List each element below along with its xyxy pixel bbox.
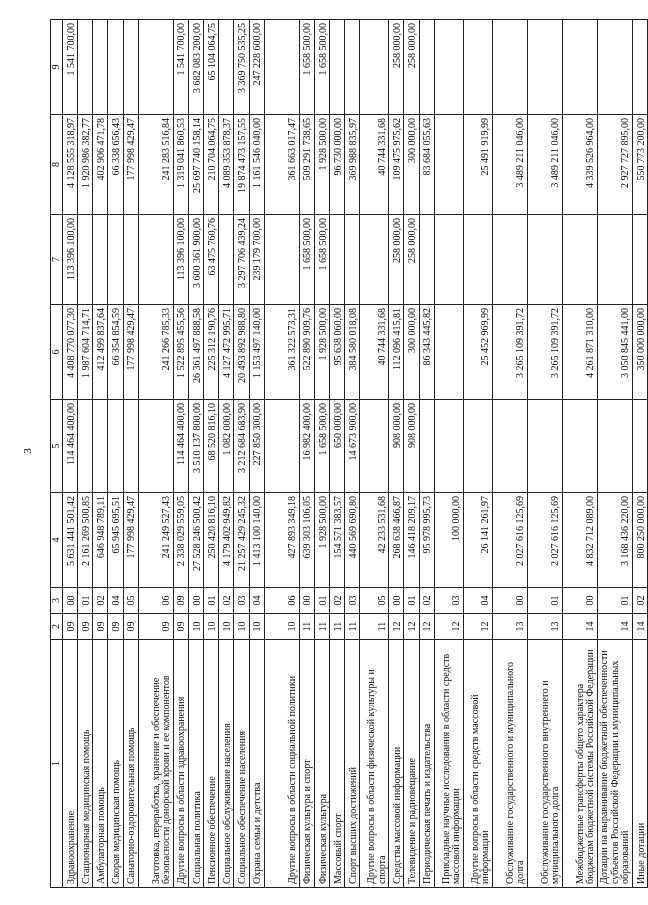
amount-col-9-cell xyxy=(78,20,93,115)
amount-col-7-cell: 1 658 500,00 xyxy=(314,215,329,305)
row-name-cell: Спорт высших достижений xyxy=(345,640,360,888)
amount-col-9-cell xyxy=(360,20,389,115)
row-name-cell: Стационарная медицинская помощь xyxy=(78,640,93,888)
amount-col-6-cell: 95 638 060,00 xyxy=(330,305,345,400)
table-row xyxy=(173,20,188,888)
amount-col-4-cell: 1 928 500,00 xyxy=(314,493,329,588)
amount-col-5-cell xyxy=(597,400,632,493)
section-code-cell: 14 xyxy=(597,614,632,640)
subsection-code-cell: 06 xyxy=(138,588,173,614)
amount-col-7-cell: 239 179 700,00 xyxy=(249,215,264,305)
amount-col-8-cell: 369 988 835,97 xyxy=(345,115,360,215)
amount-col-7-cell xyxy=(93,215,108,305)
amount-col-9-cell xyxy=(330,20,345,115)
amount-col-4-cell: 639 303 106,05 xyxy=(299,493,314,588)
amount-col-4-cell: 4 179 402 949,82 xyxy=(219,493,234,588)
amount-col-9-cell xyxy=(264,20,299,115)
amount-col-5-cell: 1 658 500,00 xyxy=(314,400,329,493)
amount-col-4-cell: 427 893 349,18 xyxy=(264,493,299,588)
row-name-cell: Здравоохранение xyxy=(63,640,78,888)
amount-col-9-cell xyxy=(93,20,108,115)
amount-col-6-cell: 300 000,00 xyxy=(404,305,419,400)
amount-col-9-cell: 258 000,00 xyxy=(389,20,404,115)
amount-col-4-cell: 21 257 429 245,32 xyxy=(234,493,249,588)
amount-col-6-cell: 225 312 190,76 xyxy=(204,305,219,400)
amount-col-7-cell: 258 000,00 xyxy=(404,215,419,305)
table-row xyxy=(360,20,389,888)
amount-col-5-cell: 3 510 137 800,00 xyxy=(188,400,203,493)
amount-col-8-cell: 66 338 656,43 xyxy=(108,115,123,215)
amount-col-6-cell: 412 499 837,64 xyxy=(93,305,108,400)
amount-col-7-cell xyxy=(527,215,562,305)
amount-col-9-cell: 3 682 083 200,00 xyxy=(188,20,203,115)
amount-col-8-cell: 300 000,00 xyxy=(404,115,419,215)
amount-col-8-cell: 177 998 429,47 xyxy=(123,115,138,215)
row-name-cell: Массовый спорт xyxy=(330,640,345,888)
amount-col-7-cell xyxy=(345,215,360,305)
subsection-code-cell: 00 xyxy=(389,588,404,614)
subsection-code-cell: 01 xyxy=(78,588,93,614)
table-row xyxy=(78,20,93,888)
amount-col-8-cell: 4 089 353 878,37 xyxy=(219,115,234,215)
amount-col-7-cell: 3 297 706 439,24 xyxy=(234,215,249,305)
amount-col-8-cell: 40 744 331,68 xyxy=(360,115,389,215)
amount-col-6-cell: 361 322 573,31 xyxy=(264,305,299,400)
amount-col-6-cell: 3 265 109 391,72 xyxy=(492,305,527,400)
page-number: 3 xyxy=(22,448,34,454)
amount-col-4-cell: 1 413 100 140,00 xyxy=(249,493,264,588)
amount-col-9-cell xyxy=(345,20,360,115)
amount-col-7-cell: 63 475 760,76 xyxy=(204,215,219,305)
table-row xyxy=(108,20,123,888)
table-row xyxy=(389,20,404,888)
amount-col-5-cell: 908 000,00 xyxy=(389,400,404,493)
subsection-code-cell: 06 xyxy=(264,588,299,614)
section-code-cell: 11 xyxy=(330,614,345,640)
amount-col-7-cell xyxy=(330,215,345,305)
amount-col-8-cell: 241 283 516,84 xyxy=(138,115,173,215)
amount-col-7-cell xyxy=(562,215,597,305)
amount-col-8-cell: 550 773 200,00 xyxy=(632,115,647,215)
amount-col-9-cell: 1 541 700,00 xyxy=(63,20,78,115)
amount-col-4-cell: 440 569 690,80 xyxy=(345,493,360,588)
subsection-code-cell: 00 xyxy=(562,588,597,614)
amount-col-6-cell: 86 343 445,82 xyxy=(419,305,434,400)
amount-col-8-cell: 1 928 500,00 xyxy=(314,115,329,215)
amount-col-5-cell: 227 850 300,00 xyxy=(249,400,264,493)
amount-col-5-cell xyxy=(527,400,562,493)
amount-col-6-cell: 40 744 331,68 xyxy=(360,305,389,400)
subsection-code-cell: 05 xyxy=(123,588,138,614)
section-code-cell: 13 xyxy=(527,614,562,640)
amount-col-9-cell: 247 228 600,00 xyxy=(249,20,264,115)
amount-col-6-cell: 3 265 109 391,72 xyxy=(527,305,562,400)
amount-col-9-cell xyxy=(597,20,632,115)
amount-col-4-cell: 27 528 246 500,42 xyxy=(188,493,203,588)
rotated-table-container xyxy=(50,20,648,888)
amount-col-4-cell: 2 161 269 500,85 xyxy=(78,493,93,588)
row-name-cell: Обслуживание государственного внутреннего и муниципального долга xyxy=(527,640,562,888)
table-row xyxy=(419,20,434,888)
amount-col-9-cell xyxy=(108,20,123,115)
section-code-cell: 14 xyxy=(632,614,647,640)
amount-col-6-cell: 1 153 497 140,00 xyxy=(249,305,264,400)
amount-col-5-cell: 16 982 400,00 xyxy=(299,400,314,493)
table-row xyxy=(562,20,597,888)
section-code-cell: 13 xyxy=(492,614,527,640)
amount-col-8-cell: 3 489 211 046,00 xyxy=(492,115,527,215)
section-code-cell: 14 xyxy=(562,614,597,640)
header-row xyxy=(51,20,63,888)
subsection-code-cell: 00 xyxy=(188,588,203,614)
header-col-7: 7 xyxy=(51,215,63,305)
amount-col-8-cell: 25 491 919,99 xyxy=(463,115,492,215)
subsection-code-cell: 01 xyxy=(597,588,632,614)
subsection-code-cell: 02 xyxy=(330,588,345,614)
amount-col-8-cell: 96 730 000,00 xyxy=(330,115,345,215)
section-code-cell: 10 xyxy=(264,614,299,640)
subsection-code-cell: 04 xyxy=(108,588,123,614)
amount-col-7-cell xyxy=(632,215,647,305)
amount-col-6-cell: 522 890 909,76 xyxy=(299,305,314,400)
table-row xyxy=(219,20,234,888)
amount-col-7-cell: 258 000,00 xyxy=(389,215,404,305)
amount-col-7-cell xyxy=(597,215,632,305)
subsection-code-cell: 02 xyxy=(419,588,434,614)
amount-col-6-cell: 20 493 892 988,80 xyxy=(234,305,249,400)
amount-col-5-cell xyxy=(93,400,108,493)
subsection-code-cell: 04 xyxy=(249,588,264,614)
amount-col-7-cell xyxy=(78,215,93,305)
amount-col-8-cell: 109 475 975,62 xyxy=(389,115,404,215)
amount-col-9-cell: 65 104 064,75 xyxy=(204,20,219,115)
amount-col-9-cell xyxy=(632,20,647,115)
amount-col-8-cell: 402 906 471,78 xyxy=(93,115,108,215)
table-row xyxy=(204,20,219,888)
amount-col-5-cell xyxy=(632,400,647,493)
table-row xyxy=(492,20,527,888)
section-code-cell: 12 xyxy=(463,614,492,640)
amount-col-6-cell: 66 354 854,59 xyxy=(108,305,123,400)
amount-col-8-cell: 19 874 473 157,55 xyxy=(234,115,249,215)
section-code-cell: 12 xyxy=(389,614,404,640)
amount-col-5-cell: 908 000,00 xyxy=(404,400,419,493)
amount-col-7-cell xyxy=(123,215,138,305)
amount-col-4-cell: 268 638 466,87 xyxy=(389,493,404,588)
row-name-cell: Физическая культура xyxy=(314,640,329,888)
amount-col-8-cell xyxy=(434,115,463,215)
section-code-cell: 10 xyxy=(219,614,234,640)
row-name-cell: Пенсионное обеспечение xyxy=(204,640,219,888)
row-name-cell: Иные дотации xyxy=(632,640,647,888)
table-row xyxy=(249,20,264,888)
amount-col-9-cell xyxy=(219,20,234,115)
amount-col-4-cell: 146 418 209,17 xyxy=(404,493,419,588)
section-code-cell: 09 xyxy=(108,614,123,640)
amount-col-7-cell: 113 396 100,00 xyxy=(173,215,188,305)
amount-col-4-cell: 3 168 436 220,00 xyxy=(597,493,632,588)
amount-col-5-cell xyxy=(108,400,123,493)
amount-col-6-cell: 241 266 785,33 xyxy=(138,305,173,400)
amount-col-5-cell xyxy=(138,400,173,493)
header-col-3: 3 xyxy=(51,588,63,614)
section-code-cell: 09 xyxy=(78,614,93,640)
amount-col-6-cell: 4 261 871 310,00 xyxy=(562,305,597,400)
amount-col-5-cell: 114 464 400,00 xyxy=(173,400,188,493)
row-name-cell: Социальное обслуживание населения xyxy=(219,640,234,888)
row-name-cell: Другие вопросы в области здравоохранения xyxy=(173,640,188,888)
section-code-cell: 12 xyxy=(434,614,463,640)
subsection-code-cell: 05 xyxy=(360,588,389,614)
budget-table xyxy=(50,19,648,888)
amount-col-8-cell: 509 291 738,65 xyxy=(299,115,314,215)
row-name-cell: Обслуживание государственного и муниципального долга xyxy=(492,640,527,888)
amount-col-6-cell: 3 050 845 441,00 xyxy=(597,305,632,400)
table-row xyxy=(597,20,632,888)
amount-col-8-cell: 4 339 526 964,00 xyxy=(562,115,597,215)
amount-col-8-cell: 4 128 555 318,97 xyxy=(63,115,78,215)
subsection-code-cell: 02 xyxy=(93,588,108,614)
amount-col-4-cell: 5 631 441 501,42 xyxy=(63,493,78,588)
amount-col-6-cell: 177 998 429,47 xyxy=(123,305,138,400)
amount-col-4-cell: 646 948 789,11 xyxy=(93,493,108,588)
amount-col-4-cell: 2 027 616 125,69 xyxy=(527,493,562,588)
amount-col-9-cell: 3 369 750 535,25 xyxy=(234,20,249,115)
subsection-code-cell: 03 xyxy=(234,588,249,614)
table-row xyxy=(264,20,299,888)
header-col-5: 5 xyxy=(51,400,63,493)
amount-col-5-cell: 1 082 000,00 xyxy=(219,400,234,493)
subsection-code-cell: 00 xyxy=(299,588,314,614)
amount-col-4-cell: 26 141 261,97 xyxy=(463,493,492,588)
subsection-code-cell: 09 xyxy=(173,588,188,614)
amount-col-4-cell: 42 233 531,68 xyxy=(360,493,389,588)
amount-col-5-cell xyxy=(123,400,138,493)
amount-col-5-cell xyxy=(463,400,492,493)
amount-col-9-cell: 258 000,00 xyxy=(404,20,419,115)
amount-col-8-cell: 361 663 017,47 xyxy=(264,115,299,215)
table-row xyxy=(188,20,203,888)
row-name-cell: Другие вопросы в области средств массовой информации xyxy=(463,640,492,888)
section-code-cell: 11 xyxy=(299,614,314,640)
amount-col-6-cell: 1 987 604 714,71 xyxy=(78,305,93,400)
amount-col-8-cell: 2 927 727 895,00 xyxy=(597,115,632,215)
amount-col-8-cell: 25 697 740 158,14 xyxy=(188,115,203,215)
amount-col-4-cell: 2 027 616 125,69 xyxy=(492,493,527,588)
subsection-code-cell: 01 xyxy=(204,588,219,614)
row-name-cell: Охрана семьи и детства xyxy=(249,640,264,888)
row-name-cell: Физическая культура и спорт xyxy=(299,640,314,888)
subsection-code-cell: 04 xyxy=(463,588,492,614)
section-code-cell: 12 xyxy=(404,614,419,640)
row-name-cell: Другие вопросы в области социальной политики xyxy=(264,640,299,888)
table-row xyxy=(138,20,173,888)
amount-col-6-cell: 26 361 497 888,58 xyxy=(188,305,203,400)
amount-col-8-cell: 1 920 986 382,77 xyxy=(78,115,93,215)
subsection-code-cell: 01 xyxy=(527,588,562,614)
amount-col-6-cell: 1 522 895 455,56 xyxy=(173,305,188,400)
table-row xyxy=(299,20,314,888)
amount-col-7-cell: 3 600 361 900,00 xyxy=(188,215,203,305)
amount-col-9-cell xyxy=(527,20,562,115)
amount-col-9-cell xyxy=(434,20,463,115)
amount-col-6-cell: 384 580 018,08 xyxy=(345,305,360,400)
row-name-cell: Заготовка, переработка, хранение и обеспечение безопасности донорской крови и ее компонентов xyxy=(138,640,173,888)
table-row xyxy=(314,20,329,888)
table-row xyxy=(234,20,249,888)
section-code-cell: 10 xyxy=(234,614,249,640)
row-name-cell: Телевидение и радиовещание xyxy=(404,640,419,888)
row-name-cell: Социальная политика xyxy=(188,640,203,888)
row-name-cell: Скорая медицинская помощь xyxy=(108,640,123,888)
amount-col-9-cell xyxy=(123,20,138,115)
header-col-8: 8 xyxy=(51,115,63,215)
amount-col-5-cell: 68 520 816,10 xyxy=(204,400,219,493)
amount-col-5-cell xyxy=(360,400,389,493)
section-code-cell: 11 xyxy=(314,614,329,640)
subsection-code-cell: 02 xyxy=(632,588,647,614)
amount-col-5-cell: 3 212 684 683,90 xyxy=(234,400,249,493)
amount-col-5-cell xyxy=(78,400,93,493)
subsection-code-cell: 03 xyxy=(345,588,360,614)
table-row xyxy=(345,20,360,888)
amount-col-9-cell: 1 658 500,00 xyxy=(299,20,314,115)
amount-col-5-cell: 114 464 400,00 xyxy=(63,400,78,493)
row-name-cell: Прикладные научные исследования в области средств массовой информации xyxy=(434,640,463,888)
amount-col-8-cell: 210 704 064,75 xyxy=(204,115,219,215)
amount-col-4-cell: 177 998 429,47 xyxy=(123,493,138,588)
amount-col-7-cell: 113 396 100,00 xyxy=(63,215,78,305)
table-row xyxy=(63,20,78,888)
amount-col-4-cell: 100 000,00 xyxy=(434,493,463,588)
row-name-cell: Межбюджетные трансферты общего характера бюджетам бюджетной системы Российской Федерации xyxy=(562,640,597,888)
subsection-code-cell: 00 xyxy=(63,588,78,614)
table-row xyxy=(404,20,419,888)
amount-col-9-cell xyxy=(138,20,173,115)
amount-col-5-cell: 650 000,00 xyxy=(330,400,345,493)
row-name-cell: Средства массовой информации xyxy=(389,640,404,888)
table-row xyxy=(463,20,492,888)
amount-col-7-cell xyxy=(419,215,434,305)
amount-col-5-cell xyxy=(434,400,463,493)
header-col-1: 1 xyxy=(51,640,63,888)
row-name-cell: Санаторно-оздоровительная помощь xyxy=(123,640,138,888)
amount-col-9-cell xyxy=(463,20,492,115)
amount-col-6-cell: 4 408 770 077,30 xyxy=(63,305,78,400)
amount-col-5-cell xyxy=(492,400,527,493)
row-name-cell: Другие вопросы в области физической культуры и спорта xyxy=(360,640,389,888)
amount-col-6-cell: 1 928 500,00 xyxy=(314,305,329,400)
header-col-2: 2 xyxy=(51,614,63,640)
table-row xyxy=(434,20,463,888)
table-row xyxy=(330,20,345,888)
amount-col-5-cell xyxy=(419,400,434,493)
section-code-cell: 09 xyxy=(138,614,173,640)
subsection-code-cell: 01 xyxy=(314,588,329,614)
amount-col-5-cell xyxy=(562,400,597,493)
subsection-code-cell: 03 xyxy=(434,588,463,614)
amount-col-6-cell xyxy=(434,305,463,400)
amount-col-7-cell xyxy=(138,215,173,305)
section-code-cell: 09 xyxy=(123,614,138,640)
amount-col-4-cell: 65 945 695,51 xyxy=(108,493,123,588)
subsection-code-cell: 02 xyxy=(219,588,234,614)
section-code-cell: 10 xyxy=(204,614,219,640)
amount-col-8-cell: 1 319 041 860,53 xyxy=(173,115,188,215)
table-row xyxy=(123,20,138,888)
amount-col-6-cell: 112 096 415,81 xyxy=(389,305,404,400)
amount-col-6-cell: 4 127 472 995,71 xyxy=(219,305,234,400)
header-col-6: 6 xyxy=(51,305,63,400)
subsection-code-cell: 00 xyxy=(492,588,527,614)
amount-col-9-cell xyxy=(419,20,434,115)
amount-col-4-cell: 154 571 383,57 xyxy=(330,493,345,588)
amount-col-9-cell: 1 541 700,00 xyxy=(173,20,188,115)
amount-col-7-cell xyxy=(492,215,527,305)
row-name-cell: Амбулаторная помощь xyxy=(93,640,108,888)
amount-col-4-cell: 4 832 712 089,00 xyxy=(562,493,597,588)
header-col-4: 4 xyxy=(51,493,63,588)
amount-col-7-cell xyxy=(360,215,389,305)
amount-col-8-cell: 83 684 055,63 xyxy=(419,115,434,215)
amount-col-9-cell xyxy=(492,20,527,115)
section-code-cell: 10 xyxy=(188,614,203,640)
amount-col-5-cell: 14 673 900,00 xyxy=(345,400,360,493)
section-code-cell: 12 xyxy=(419,614,434,640)
row-name-cell: Дотации на выравнивание бюджетной обеспеченности субъектов Российской Федерации и муниципальных образований xyxy=(597,640,632,888)
section-code-cell: 09 xyxy=(93,614,108,640)
amount-col-7-cell xyxy=(108,215,123,305)
amount-col-6-cell: 350 000 000,00 xyxy=(632,305,647,400)
section-code-cell: 11 xyxy=(360,614,389,640)
table-row xyxy=(93,20,108,888)
amount-col-8-cell: 3 489 211 046,00 xyxy=(527,115,562,215)
section-code-cell: 09 xyxy=(173,614,188,640)
amount-col-6-cell: 25 452 969,99 xyxy=(463,305,492,400)
table-row xyxy=(527,20,562,888)
row-name-cell: Периодическая печать и издательства xyxy=(419,640,434,888)
row-name-cell: Социальное обеспечение населения xyxy=(234,640,249,888)
subsection-code-cell: 01 xyxy=(404,588,419,614)
amount-col-7-cell xyxy=(219,215,234,305)
section-code-cell: 09 xyxy=(63,614,78,640)
table-row xyxy=(632,20,647,888)
section-code-cell: 11 xyxy=(345,614,360,640)
amount-col-9-cell: 1 658 500,00 xyxy=(314,20,329,115)
amount-col-8-cell: 1 161 546 040,00 xyxy=(249,115,264,215)
amount-col-7-cell: 1 658 500,00 xyxy=(299,215,314,305)
amount-col-7-cell xyxy=(463,215,492,305)
amount-col-4-cell: 250 420 816,10 xyxy=(204,493,219,588)
amount-col-5-cell xyxy=(264,400,299,493)
header-col-9: 9 xyxy=(51,20,63,115)
amount-col-4-cell: 2 338 029 559,05 xyxy=(173,493,188,588)
amount-col-4-cell: 95 978 995,73 xyxy=(419,493,434,588)
amount-col-7-cell xyxy=(264,215,299,305)
amount-col-4-cell: 800 250 000,00 xyxy=(632,493,647,588)
section-code-cell: 10 xyxy=(249,614,264,640)
amount-col-7-cell xyxy=(434,215,463,305)
table-body xyxy=(63,20,648,888)
amount-col-4-cell: 241 249 527,43 xyxy=(138,493,173,588)
amount-col-9-cell xyxy=(562,20,597,115)
